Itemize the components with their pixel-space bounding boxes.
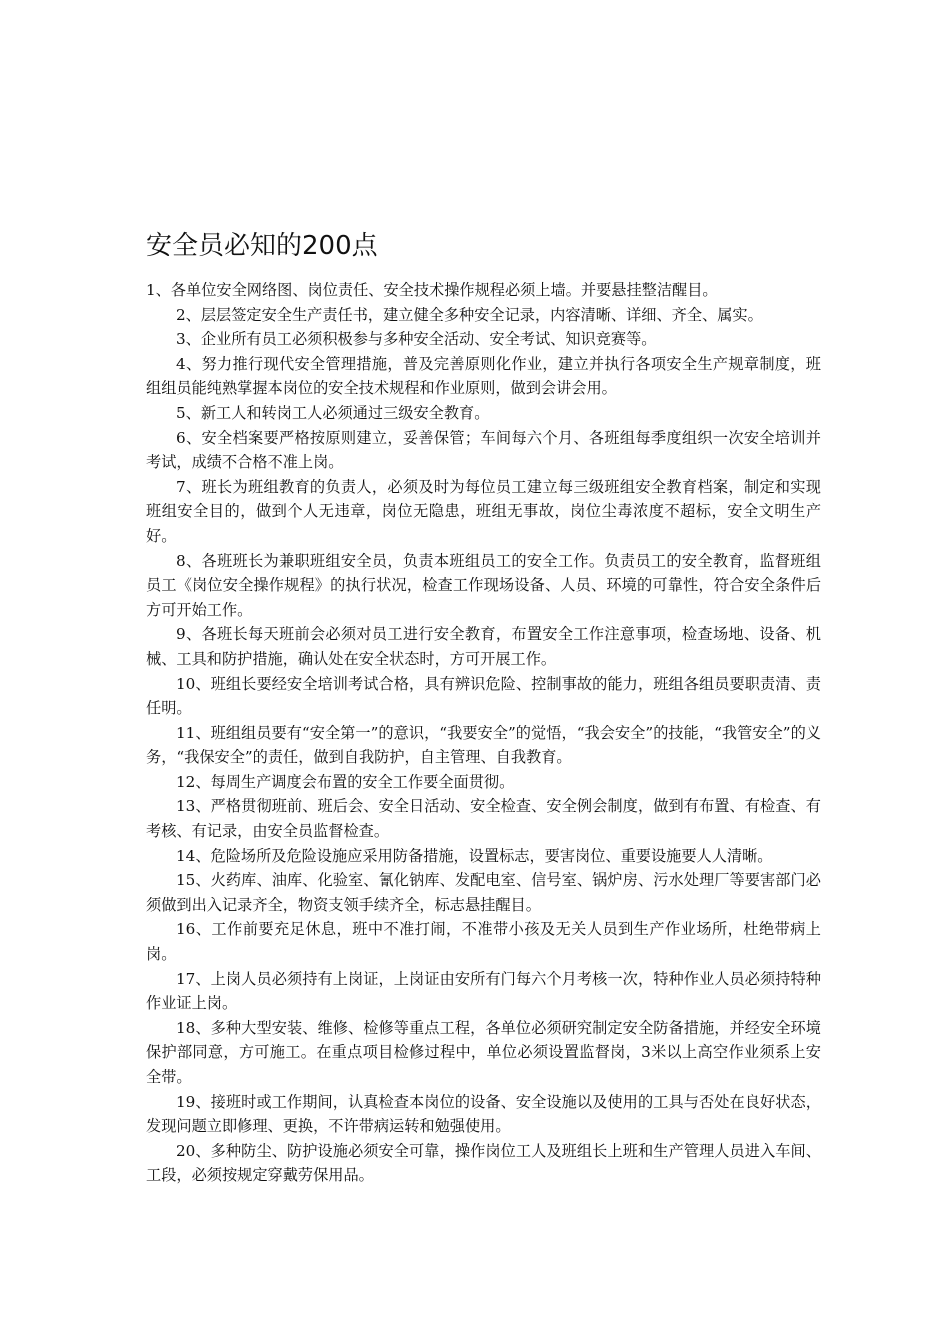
list-item: 19、接班时或工作期间，认真检查本岗位的设备、安全设施以及使用的工具与否处在良好状态，发现问题立即修理、更换，不许带病运转和勉强使用。 xyxy=(146,1092,821,1136)
list-item: 16、工作前要充足休息，班中不准打闹，不准带小孩及无关人员到生产作业场所，杜绝带病上岗。 xyxy=(146,920,821,964)
list-item: 6、安全档案要严格按原则建立，妥善保管；车间每六个月、各班组每季度组织一次安全培训并考试，成绩不合格不准上岗。 xyxy=(146,428,821,472)
list-item: 14、危险场所及危险设施应采用防备措施，设置标志，要害岗位、重要设施要人人清晰。 xyxy=(176,846,773,865)
list-item: 2、层层签定安全生产责任书，建立健全多种安全记录，内容清晰、详细、齐全、属实。 xyxy=(176,305,763,324)
list-item: 4、努力推行现代安全管理措施，普及完善原则化作业，建立并执行各项安全生产规章制度，班组组员能纯熟掌握本岗位的安全技术规程和作业原则，做到会讲会用。 xyxy=(146,354,821,398)
list-item: 1、各单位安全网络图、岗位责任、安全技术操作规程必须上墙。并要悬挂整洁醒目。 xyxy=(146,281,718,299)
list-item: 8、各班班长为兼职班组安全员，负责本班组员工的安全工作。负责员工的安全教育，监督班组员工《岗位安全操作规程》的执行状况，检查工作现场设备、人员、环境的可靠性，符合安全条件后方可开始工作。 xyxy=(146,551,821,619)
list-item: 3、企业所有员工必须积极参与多种安全活动、安全考试、知识竞赛等。 xyxy=(176,330,657,349)
list-item: 18、多种大型安装、维修、检修等重点工程，各单位必须研究制定安全防备措施，并经安全环境保护部同意，方可施工。在重点项目检修过程中，单位必须设置监督岗，3米以上高空作业须系上安全带。 xyxy=(146,1018,821,1086)
list-item: 20、多种防尘、防护设施必须安全可靠，操作岗位工人及班组长上班和生产管理人员进入车间、工段，必须按规定穿戴劳保用品。 xyxy=(146,1141,821,1185)
list-item: 13、严格贯彻班前、班后会、安全日活动、安全检查、安全例会制度，做到有布置、有检查、有考核、有记录，由安全员监督检查。 xyxy=(146,797,821,841)
list-item: 7、班长为班组教育的负责人，必须及时为每位员工建立每三级班组安全教育档案，制定和实现班组安全目的，做到个人无违章，岗位无隐患，班组无事故，岗位尘毒浓度不超标，安全文明生产好。 xyxy=(146,477,821,545)
list-item: 11、班组组员要有“安全第一”的意识，“我要安全”的觉悟，“我会安全”的技能，“我管安全”的义务，“我保安全”的责任，做到自我防护，自主管理、自我教育。 xyxy=(146,723,821,767)
list-item: 12、每周生产调度会布置的安全工作要全面贯彻。 xyxy=(176,772,515,791)
list-item: 9、各班长每天班前会必须对员工进行安全教育，布置安全工作注意事项，检查场地、设备、机械、工具和防护措施，确认处在安全状态时，方可开展工作。 xyxy=(146,625,821,668)
list-item: 17、上岗人员必须持有上岗证，上岗证由安所有门每六个月考核一次，特种作业人员必须持特种作业证上岗。 xyxy=(146,969,821,1013)
list-item: 10、班组长要经安全培训考试合格，具有辨识危险、控制事故的能力，班组各组员要职责清、责任明。 xyxy=(146,674,821,718)
document-title: 安全员必知的200点 xyxy=(146,231,378,261)
rules-list xyxy=(146,278,821,1188)
list-item: 15、火药库、油库、化验室、氰化钠库、发配电室、信号室、锅炉房、污水处理厂等要害部门必须做到出入记录齐全，物资支领手续齐全，标志悬挂醒目。 xyxy=(146,871,821,914)
list-item: 5、新工人和转岗工人必须通过三级安全教育。 xyxy=(176,403,490,422)
document-page xyxy=(146,226,821,1188)
